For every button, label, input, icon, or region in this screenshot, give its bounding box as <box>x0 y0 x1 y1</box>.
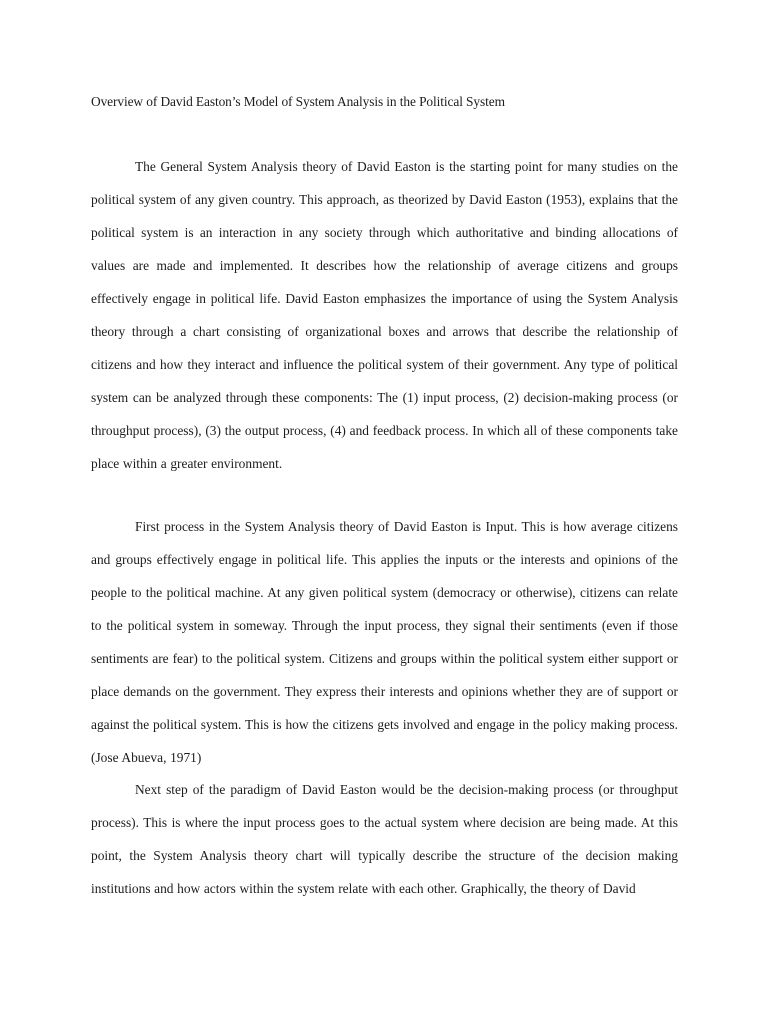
paragraph-decision-making-process: Next step of the paradigm of David Easton would be the decision-making process (or throughput process). This is where the input process goes to the actual system where decision are being made. At this point, the System Analysis theory chart will typically describe the structure of the decision making institutions and how actors within the system relate with each other. Graphically, the theory of David <box>91 782 678 896</box>
paragraph-system-analysis-overview: The General System Analysis theory of David Easton is the starting point for many studies on the political system of any given country. This approach, as theorized by David Easton (1953), explains that the political system is an interaction in any society through which authoritative and binding allocations of values are made and implemented. It describes how the relationship of average citizens and groups effectively engage in political life. David Easton emphasizes the importance of using the System Analysis theory through a chart consisting of organizational boxes and arrows that describe the relationship of citizens and how they interact and influence the political system of their government. Any type of political system can be analyzed through these components: The (1) input process, (2) decision-making process (or throughput process), (3) the output process, (4) and feedback process. In which all of these components take place within a greater environment. <box>91 159 678 471</box>
document-title: Overview of David Easton’s Model of System Analysis in the Political System <box>91 94 505 109</box>
paragraph-input-process: First process in the System Analysis theory of David Easton is Input. This is how average citizens and groups effectively engage in political life. This applies the inputs or the interests and opinions of the people to the political machine. At any given political system (democracy or otherwise), citizens can relate to the political system in someway. Through the input process, they signal their sentiments (even if those sentiments are fear) to the political system. Citizens and groups within the political system either support or place demands on the government. They express their interests and opinions whether they are of support or against the political system. This is how the citizens gets involved and engage in the policy making process. (Jose Abueva, 1971) <box>91 519 678 765</box>
